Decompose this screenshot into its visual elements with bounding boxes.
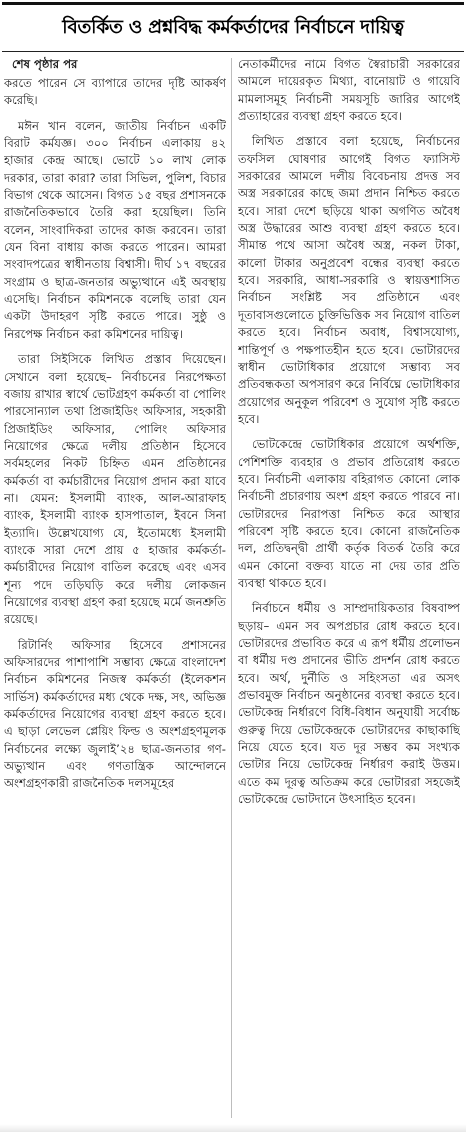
paragraph: তারা সিইসিকে লিখিত প্রস্তাব দিয়েছেন। সেখানে বলা হয়েছে– নির্বাচনের নিরপেক্ষতা বজায় রাখার স্বার্থে ভোটগ্রহণ কর্মকর্তা বা পোলিং পারসোন্যাল তথা প্রিজাইডিং অফিসার, সহকারী প্রিজাইডিং অফিসার, পোলিং অফিসার নিয়োগের ক্ষেত্রে দলীয় প্রতিষ্ঠান হিসেবে সর্বমহলের নিকট চিহ্নিত এমন প্রতিষ্ঠানের কর্মকর্তা বা কর্মচারীদের নিয়োগ প্রদান করা যাবে না। যেমন: ইসলামী ব্যাংক, আল-আরাফাহ ব্যাংক, ইসলামী ব্যাংক হাসপাতাল, ইবনে সিনা ইত্যাদি। উল্লেখযোগ্য যে, ইতোমধ্যে ইসলামী ব্যাংকে সারা দেশে প্রায় ৫ হাজার কর্মকর্তা-কর্মচারীদের নিয়োগ বাতিল করেছে এবং এসব শূন্য পদে তড়িঘড়ি করে দলীয় লোকজন নিয়োগের ব্যবস্থা গ্রহণ করা হয়েছে মর্মে জনশ্রুতি রয়েছে। — [4, 352, 226, 627]
left-column — [4, 56, 226, 1118]
page-bottom-edge — [0, 1124, 466, 1132]
paragraph: মঈন খান বলেন, জাতীয় নির্বাচন একটি বিরাট কর্মযজ্ঞ। ৩০০ নির্বাচন এলাকায় ৪২ হাজার কেন্দ্র আছে। ভোটে ১০ লাখ লোক দরকার, তারা কারা? তারা সিভিল, পুলিশ, বিচার বিভাগ থেকে আসেন। বিগত ১৫ বছর প্রশাসনকে রাজনৈতিকভাবে তৈরি করা হয়েছিল। তিনি বলেন, সাংবাদিকরা তাদের কাজ করবেন। তারা যেন বিনা বাধায় কাজ করতে পারেন। আমরা সংবাদপত্রের স্বাধীনতায় বিশ্বাসী। দীর্ঘ ১৭ বছরের সংগ্রাম ও ছাত্র-জনতার অভ্যুত্থানে এই অবস্থায় এসেছি। নির্বাচন কমিশনকে বলেছি তারা যেন একটা উদাহরণ সৃষ্টি করতে পারে। সুষ্ঠু ও নিরপেক্ষ নির্বাচন করা কমিশনের দায়িত্ব। — [4, 118, 226, 341]
article-headline: বিতর্কিত ও প্রশ্নবিদ্ধ কর্মকর্তাদের নির্বাচনে দায়িত্ব — [2, 2, 464, 52]
paragraph: নেতাকর্মীদের নামে বিগত স্বৈরাচারী সরকারের আমলে দায়েরকৃত মিথ্যা, বানোয়াট ও গায়েবি মামলাসমূহ নির্বাচনী সময়সূচি জারির আগেই প্রত্যাহারের ব্যবস্থা গ্রহণ করতে হবে। — [238, 57, 460, 124]
paragraph: লিখিত প্রস্তাবে বলা হয়েছে, নির্বাচনের তফসিল ঘোষণার আগেই বিগত ফ্যাসিস্ট সরকারের আমলে দলীয় বিবেচনায় প্রদত্ত সব অস্ত্র সরকারের কাছে জমা প্রদান নিশ্চিত করতে হবে। সারা দেশে ছড়িয়ে থাকা অগণিত অবৈধ অস্ত্র উদ্ধারের আশু ব্যবস্থা গ্রহণ করতে হবে। সীমান্ত পথে আসা অবৈধ অস্ত্র, নকল টাকা, কালো টাকার অনুপ্রবেশ বন্ধের ব্যবস্থা করতে হবে। সরকারি, আধা-সরকারি ও স্বায়ত্তশাসিত নির্বাচন সংশ্লিষ্ট সব প্রতিষ্ঠানে এবং দূতাবাসগুলোতে চুক্তিভিত্তিক সব নিয়োগ বাতিল করতে হবে। নির্বাচন অবাধ, বিশ্বাসযোগ্য, শান্তিপূর্ণ ও পক্ষপাতহীন হতে হবে। ভোটারদের স্বাধীন ভোটাধিকার প্রয়োগে সম্ভাব্য সব প্রতিবন্ধকতা অপসারণ করে নির্বিঘ্নে ভোটাধিকার প্রয়োগের অনুকূল পরিবেশ ও সুযোগ সৃষ্টি করতে হবে। — [238, 134, 460, 426]
right-column — [238, 56, 460, 1118]
paragraph: ভোটকেন্দ্রে ভোটাধিকার প্রয়োগে অর্থশক্তি, পেশিশক্তি ব্যবহার ও প্রভাব প্রতিরোধ করতে হবে। নির্বাচনী এলাকায় বহিরাগত কোনো লোক নির্বাচনী প্রচারণায় অংশ গ্রহণ করতে পারবে না। ভোটারদের নিরাপত্তা নিশ্চিত করে আস্থার পরিবেশ সৃষ্টি করতে হবে। কোনো রাজনৈতিক দল, প্রতিদ্বন্দ্বী প্রার্থী কর্তৃক বিতর্ক তৈরি করে এমন কোনো বক্তব্য যাতে না দেয় তার প্রতি ব্যবস্থা থাকতে হবে। — [238, 437, 460, 590]
column-divider — [231, 58, 232, 1118]
paragraph: রিটার্নিং অফিসার হিসেবে প্রশাসনের অফিসারদের পাশাপাশি সম্ভাব্য ক্ষেত্রে বাংলাদেশ নির্বাচন কমিশনের নিজস্ব কর্মকর্তা (ইলেকশন সার্ভিস) কর্মকর্তাদের মধ্য থেকে দক্ষ, সৎ, অভিজ্ঞ কর্মকর্তাদের নিয়োগের ব্যবস্থা গ্রহণ করতে হবে। এ ছাড়া লেভেল প্লেয়িং ফিল্ড ও অংশগ্রহণমূলক নির্বাচনের লক্ষ্যে জুলাই’২৪ ছাত্র-জনতার গণ-অভ্যুত্থান এবং গণতান্ত্রিক আন্দোলনে অংশগ্রহণকারী রাজনৈতিক দলসমূহের — [4, 637, 226, 791]
paragraph: করতে পারেন সে ব্যাপারে তাদের দৃষ্টি আকর্ষণ করেছি। — [4, 76, 226, 108]
paragraph: নির্বাচনে ধর্মীয় ও সাম্প্রদায়িকতার বিষবাষ্প ছড়ায়– এমন সব অপপ্রচার রোধ করতে হবে। ভোটারদের প্রভাবিত করে এ রূপ ধর্মীয় প্রলোভন বা ধর্মীয় দণ্ড প্রদানের ভীতি প্রদর্শন রোধ করতে হবে। অর্থ, দুর্নীতি ও সহিংসতা এর অসৎ প্রভাবমুক্ত নির্বাচন অনুষ্ঠানের ব্যবস্থা করতে হবে। ভোটকেন্দ্র নির্ধারণে বিধি-বিধান অনুযায়ী সর্বোচ্চ গুরুত্ব দিয়ে ভোটকেন্দ্রকে ভোটারদের কাছাকাছি নিয়ে যেতে হবে। যত দূর সম্ভব কম সংখ্যক ভোটার নিয়ে ভোটকেন্দ্র নির্ধারণ করাই উত্তম। এতে কম দূরত্ব অতিক্রম করে ভোটাররা সহজেই ভোটকেন্দ্রে ভোটদানে উৎসাহিত হবেন। — [238, 601, 460, 807]
continued-from-label: শেষ পৃষ্ঠার পর — [12, 57, 78, 71]
